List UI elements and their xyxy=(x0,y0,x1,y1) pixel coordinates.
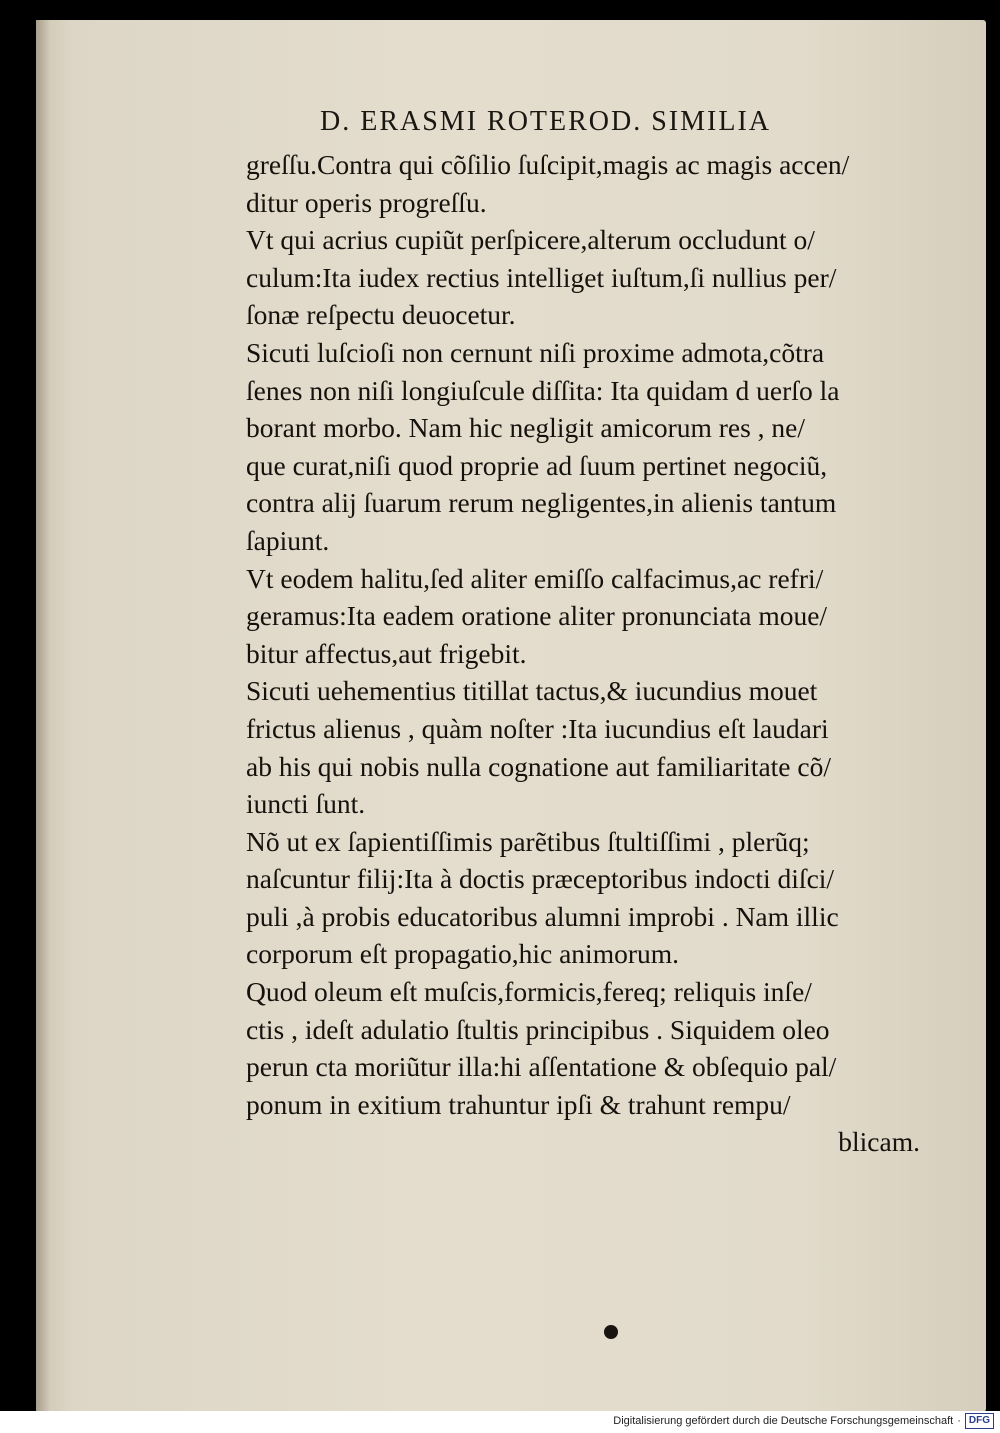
text-line: ab his qui nobis nulla cognatione aut familiaritate cõ/ xyxy=(246,750,831,782)
text-line: ponum in exitium trahuntur ipſi & trahunt rempu/ xyxy=(246,1088,791,1120)
text-line: Nõ ut ex ſapientiſſimis parẽtibus ſtultiſſimi , plerũq; xyxy=(246,825,810,857)
text-line: puli ,à probis educatoribus alumni improbi . Nam illic xyxy=(246,900,839,932)
text-line: ſenes non niſi longiuſcule diſſita: Ita quidam d uerſo la xyxy=(246,374,840,406)
text-line: iuncti ſunt. xyxy=(246,788,366,820)
text-line: frictus alienus , quàm noſter :Ita iucundius eſt laudari xyxy=(246,712,829,744)
text-line: ctis , ideſt adulatio ſtultis principibus . Siquidem oleo xyxy=(246,1013,830,1045)
text-line: naſcuntur filij:Ita à doctis præceptoribus indocti diſci/ xyxy=(246,863,835,895)
final-text-line: blicam. xyxy=(838,1126,920,1158)
funding-credit: Digitalisierung gefördert durch die Deutsche Forschungsgemeinschaft xyxy=(613,1415,954,1427)
text-line: bitur affectus,aut frigebit. xyxy=(246,637,527,669)
text-line: que curat,niſi quod proprie ad ſuum pertinet negociũ, xyxy=(246,449,828,481)
text-line: culum:Ita iudex rectius intelliget iuſtum,ſi nullius per/ xyxy=(246,261,837,293)
text-line: ſonæ reſpectu deuocetur. xyxy=(246,299,516,331)
text-line: borant morbo. Nam hic negligit amicorum res , ne/ xyxy=(246,412,806,444)
footer-content xyxy=(0,1411,994,1431)
text-line: Sicuti luſcioſi non cernunt niſi proxime admota,cõtra xyxy=(246,336,825,368)
footer-bar xyxy=(0,1411,1000,1433)
dfg-logo[interactable]: DFG xyxy=(965,1413,994,1429)
text-line: perun cta moriũtur illa:hi aſſentatione & obſequio pal/ xyxy=(246,1051,837,1083)
page-body xyxy=(246,146,930,1161)
text-line: Quod oleum eſt muſcis,formicis,fereq; reliquis inſe/ xyxy=(246,976,812,1008)
text-line: ſapiunt. xyxy=(246,524,330,556)
running-title: D. ERASMI ROTEROD. SIMILIA xyxy=(320,106,771,137)
text-line: Vt qui acrius cupiũt perſpicere,alterum occludunt o/ xyxy=(246,224,815,256)
footer-separator: · xyxy=(957,1415,961,1427)
text-line: greſſu.Contra qui cõſilio ſuſcipit,magis ac magis accen/ xyxy=(246,149,850,180)
text-line: corporum eſt propagatio,hic animorum. xyxy=(246,938,680,970)
text-line: Vt eodem halitu,ſed aliter emiſſo calfacimus,ac refri/ xyxy=(246,562,824,594)
text-line: contra alij ſuarum rerum negligentes,in alienis tantum xyxy=(246,487,837,519)
printers-mark xyxy=(604,1325,618,1339)
text-line: geramus:Ita eadem oratione aliter pronunciata moue/ xyxy=(246,600,828,632)
text-line: Sicuti uehementius titillat tactus,& iucundius mouet xyxy=(246,675,818,707)
text-line: ditur operis progreſſu. xyxy=(246,186,487,218)
